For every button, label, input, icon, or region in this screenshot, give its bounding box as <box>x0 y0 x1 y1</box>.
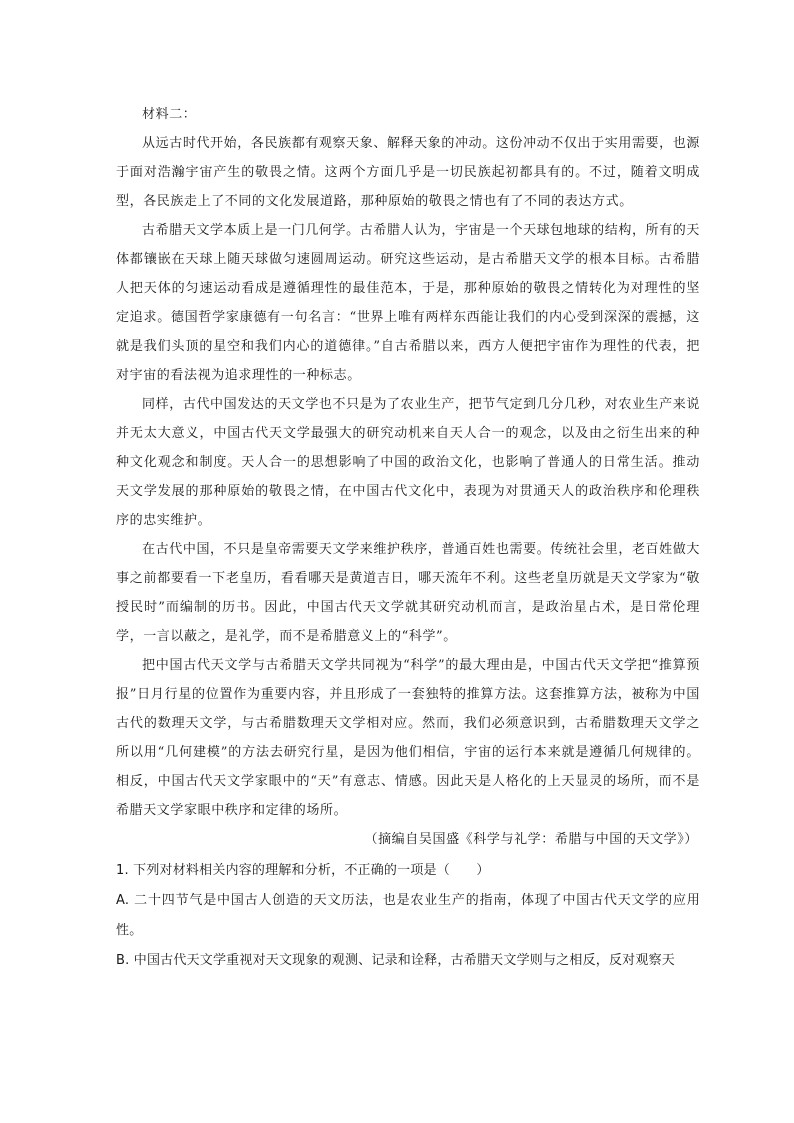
material-paragraph-5: 把中国古代天文学与古希腊天文学共同视为“科学”的最大理由是，中国古代天文学把“推算预报”日月行星的位置作为重要内容，并且形成了一套独特的推算方法。这套推算方法，被称为中国古代的数理天文学，与古希腊数理天文学相对应。然而，我们必须意识到，古希腊数理天文学之所以用“几何建模”的方法去研究行星，是因为他们相信，宇宙的运行本来就是遵循几何规律的。相反，中国古代天文学家眼中的“天”有意志、情感。因此天是人格化的上天显灵的场所，而不是希腊天文学家眼中秩序和定律的场所。 <box>116 658 700 818</box>
material-paragraph-1: 从远古时代开始，各民族都有观察天象、解释天象的冲动。这份冲动不仅出于实用需要，也源于面对浩瀚宇宙产生的敬畏之情。这两个方面几乎是一切民族起初都具有的。不过，随着文明成型，各民族走上了不同的文化发展道路，那种原始的敬畏之情也有了不同的表达方式。 <box>116 136 700 209</box>
document-page <box>116 100 700 976</box>
question-option-b: B. 中国古代天文学重视对天文现象的观测、记录和诠释，古希腊天文学则与之相反，反对观察天 <box>116 953 675 968</box>
question-option-a: A. 二十四节气是中国古人创造的天文历法，也是农业生产的指南，体现了中国古代天文学的应用性。 <box>116 893 700 938</box>
material-paragraph-3: 同样，古代中国发达的天文学也不只是为了农业生产，把节气定到几分几秒，对农业生产来说并无太大意义，中国古代天文学最强大的研究动机来自天人合一的观念，以及由之衍生出来的种种文化观念和制度。天人合一的思想影响了中国的政治文化，也影响了普通人的日常生活。推动天文学发展的那种原始的敬畏之情，在中国古代文化中，表现为对贯通天人的政治秩序和伦理秩序的忠实维护。 <box>116 397 700 528</box>
material-source: （摘编自吴国盛《科学与礼学：希腊与中国的天文学》） <box>364 832 698 847</box>
material-paragraph-2: 古希腊天文学本质上是一门几何学。古希腊人认为，宇宙是一个天球包地球的结构，所有的天体都镶嵌在天球上随天球做匀速圆周运动。研究这些运动，是古希腊天文学的根本目标。古希腊人把天体的匀速运动看成是遵循理性的最佳范本，于是，那种原始的敬畏之情转化为对理性的坚定追求。德国哲学家康德有一句名言：“世界上唯有两样东西能让我们的内心受到深深的震撼，这就是我们头顶的星空和我们内心的道德律。”自古希腊以来，西方人便把宇宙作为理性的代表，把对宇宙的看法视为追求理性的一种标志。 <box>116 223 700 383</box>
material-paragraph-4: 在古代中国，不只是皇帝需要天文学来维护秩序，普通百姓也需要。传统社会里，老百姓做大事之前都要看一下老皇历，看看哪天是黄道吉日，哪天流年不利。这些老皇历就是天文学家为“敬授民时”而编制的历书。因此，中国古代天文学就其研究动机而言，是政治星占术，是日常伦理学，一言以蔽之，是礼学，而不是希腊意义上的“科学”。 <box>116 542 700 644</box>
question-stem: 1. 下列对材料相关内容的理解和分析，不正确的一项是（ ） <box>116 863 490 878</box>
material-heading: 材料二： <box>142 107 197 122</box>
